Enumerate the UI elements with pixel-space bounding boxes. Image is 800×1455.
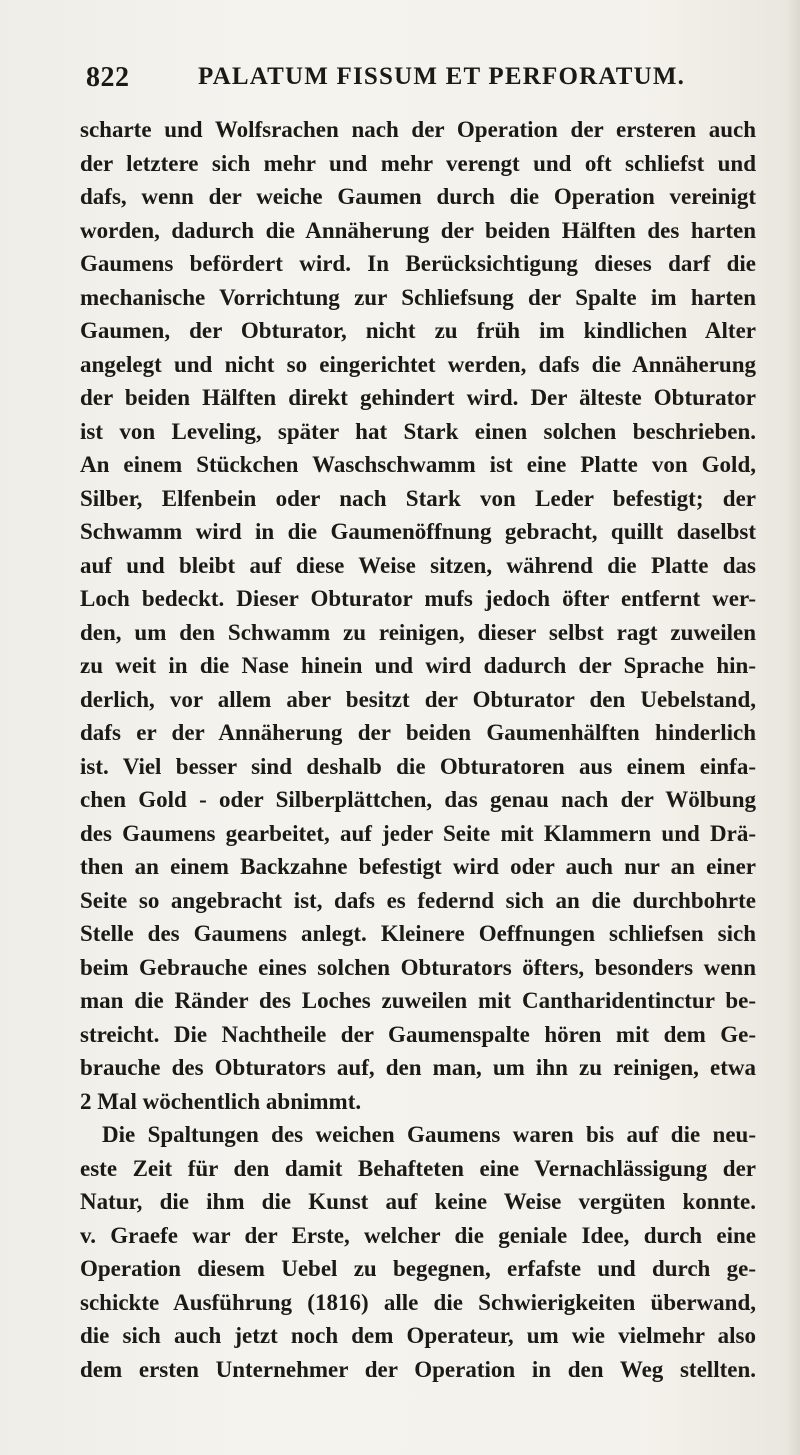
text-line: beim Gebrauche eines solchen Obturators öfters, besonders wenn	[80, 954, 756, 980]
text-line: den, um den Schwamm zu reinigen, dieser selbst ragt zuweilen	[80, 619, 756, 645]
text-line: ist. Viel besser sind deshalb die Obturatoren aus einem einfa-	[80, 753, 756, 779]
text-line: v. Graefe war der Erste, welcher die geniale Idee, durch eine	[80, 1222, 756, 1248]
text-line: chen Gold - oder Silberplättchen, das genau nach der Wölbung	[80, 787, 756, 812]
paragraph-start-line: Die Spaltungen des weichen Gaumens waren bis auf die neu-	[102, 1122, 756, 1147]
text-line: schickte Ausführung (1816) alle die Schwierigkeiten überwand,	[80, 1289, 756, 1315]
text-line: der letztere sich mehr und mehr verengt und oft schliefst und	[80, 150, 756, 176]
text-line: Schwamm wird in die Gaumenöffnung gebracht, quillt daselbst	[80, 519, 756, 544]
text-line: ist von Leveling, später hat Stark einen solchen beschrieben.	[80, 418, 756, 444]
page-header	[86, 62, 726, 98]
text-line: Stelle des Gaumens anlegt. Kleinere Oeffnungen schliefsen sich	[80, 921, 756, 946]
text-line: worden, dadurch die Annäherung der beiden Hälften des harten	[80, 217, 756, 243]
text-line: der beiden Hälften direkt gehindert wird. Der älteste Obturator	[80, 385, 756, 410]
text-line: zu weit in die Nase hinein und wird dadurch der Sprache hin-	[80, 653, 756, 678]
text-line: scharte und Wolfsrachen nach der Operation der ersteren auch	[80, 117, 756, 142]
text-line: man die Ränder des Loches zuweilen mit Cantharidentinctur be-	[80, 988, 756, 1013]
text-line: Gaumens befördert wird. In Berücksichtigung dieses darf die	[80, 251, 756, 276]
text-line: Natur, die ihm die Kunst auf keine Weise vergüten konnte.	[80, 1189, 756, 1214]
text-line: An einem Stückchen Waschschwamm ist eine Platte von Gold,	[80, 452, 756, 477]
text-line: dafs, wenn der weiche Gaumen durch die Operation vereinigt	[80, 184, 756, 209]
text-line: Gaumen, der Obturator, nicht zu früh im kindlichen Alter	[80, 318, 756, 343]
text-line: streicht. Die Nachtheile der Gaumenspalte hören mit dem Ge-	[80, 1021, 756, 1047]
text-line: mechanische Vorrichtung zur Schliefsung der Spalte im harten	[80, 284, 756, 310]
text-line: Operation diesem Uebel zu begegnen, erfafste und durch ge-	[80, 1256, 756, 1281]
text-line: este Zeit für den damit Behafteten eine Vernachlässigung der	[80, 1155, 756, 1181]
text-line: then an einem Backzahne befestigt wird oder auch nur an einer	[80, 854, 756, 879]
body-text	[80, 113, 756, 1386]
text-line: auf und bleibt auf diese Weise sitzen, während die Platte das	[80, 552, 756, 578]
text-line: die sich auch jetzt noch dem Operateur, um wie vielmehr also	[80, 1323, 756, 1348]
text-line: des Gaumens gearbeitet, auf jeder Seite mit Klammern und Drä-	[80, 820, 756, 846]
text-line: angelegt und nicht so eingerichtet werden, dafs die Annäherung	[80, 351, 756, 377]
page-edge-shadow	[786, 0, 800, 1455]
running-title: PALATUM FISSUM ET PERFORATUM.	[198, 63, 686, 90]
page-number: 822	[86, 62, 130, 93]
text-line: dem ersten Unternehmer der Operation in den Weg stellten.	[80, 1356, 756, 1382]
text-line: brauche des Obturators auf, den man, um ihn zu reinigen, etwa	[80, 1055, 756, 1080]
text-line: Loch bedeckt. Dieser Obturator mufs jedoch öfter entfernt wer-	[80, 586, 756, 611]
paragraph-end-line: 2 Mal wöchentlich abnimmt.	[80, 1088, 362, 1114]
text-line: derlich, vor allem aber besitzt der Obturator den Uebelstand,	[80, 686, 756, 712]
text-line: dafs er der Annäherung der beiden Gaumenhälften hinderlich	[80, 720, 756, 745]
text-line: Seite so angebracht ist, dafs es federnd sich an die durchbohrte	[80, 887, 756, 913]
text-line: Silber, Elfenbein oder nach Stark von Leder befestigt; der	[80, 485, 756, 511]
